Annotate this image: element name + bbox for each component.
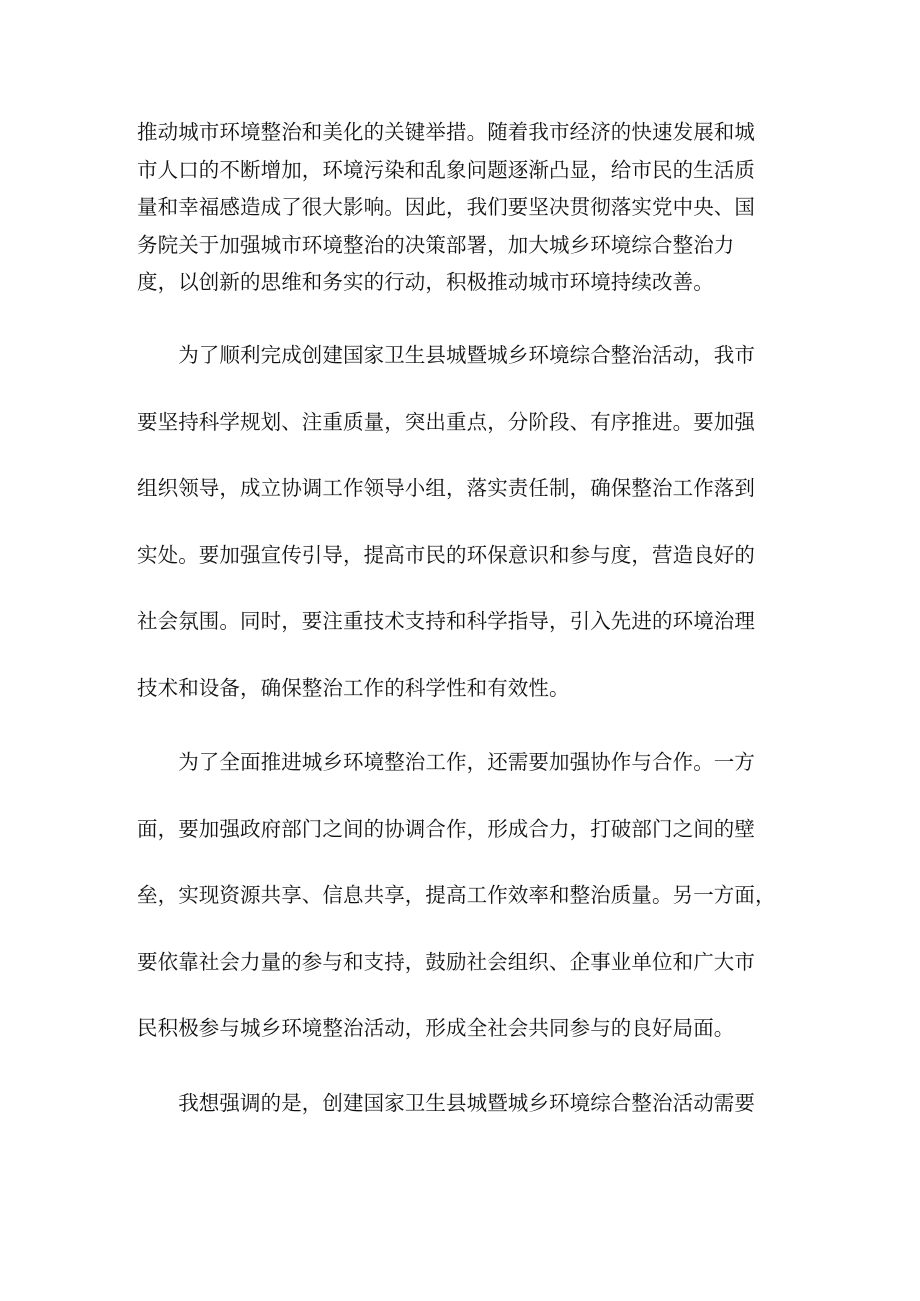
paragraph-2 xyxy=(137,322,802,721)
text-line: 组织领导，成立协调工作领导小组，落实责任制，确保整治工作落到 xyxy=(137,476,755,500)
text-line: 为了全面推进城乡环境整治工作，还需要加强协作与合作。一方 xyxy=(137,750,755,774)
text-line: 市人口的不断增加，环境污染和乱象问题逐渐凸显，给市民的生活质 xyxy=(137,157,755,182)
paragraph-4 xyxy=(137,1070,802,1137)
text-line: 垒，实现资源共享、信息共享，提高工作效率和整治质量。另一方面， xyxy=(137,883,776,907)
text-line: 社会氛围。同时，要注重技术支持和科学指导，引入先进的环境治理 xyxy=(137,609,755,633)
text-line: 民积极参与城乡环境整治活动，形成全社会共同参与的良好局面。 xyxy=(137,1016,735,1040)
text-line: 实处。要加强宣传引导，提高市民的环保意识和参与度，营造良好的 xyxy=(137,542,755,567)
paragraph-3 xyxy=(137,729,802,1062)
text-line: 技术和设备，确保整治工作的科学性和有效性。 xyxy=(137,675,570,700)
paragraph-1 xyxy=(137,114,802,302)
text-line: 务院关于加强城市环境整治的决策部署，加大城乡环境综合整治力 xyxy=(137,232,735,257)
text-line: 面，要加强政府部门之间的协调合作，形成合力，打破部门之间的壁 xyxy=(137,816,755,841)
text-line: 度，以创新的思维和务实的行动，积极推动城市环境持续改善。 xyxy=(137,270,714,294)
text-line: 量和幸福感造成了很大影响。因此，我们要坚决贯彻落实党中央、国 xyxy=(137,195,755,219)
text-line: 要依靠社会力量的参与和支持，鼓励社会组织、企事业单位和广大市 xyxy=(137,949,755,974)
text-line: 要坚持科学规划、注重质量，突出重点，分阶段、有序推进。要加强 xyxy=(137,409,755,434)
text-line: 推动城市环境整治和美化的关键举措。随着我市经济的快速发展和城 xyxy=(137,120,755,144)
text-line: 为了顺利完成创建国家卫生县城暨城乡环境综合整治活动，我市 xyxy=(137,343,755,367)
text-line: 我想强调的是，创建国家卫生县城暨城乡环境综合整治活动需要 xyxy=(137,1091,755,1115)
